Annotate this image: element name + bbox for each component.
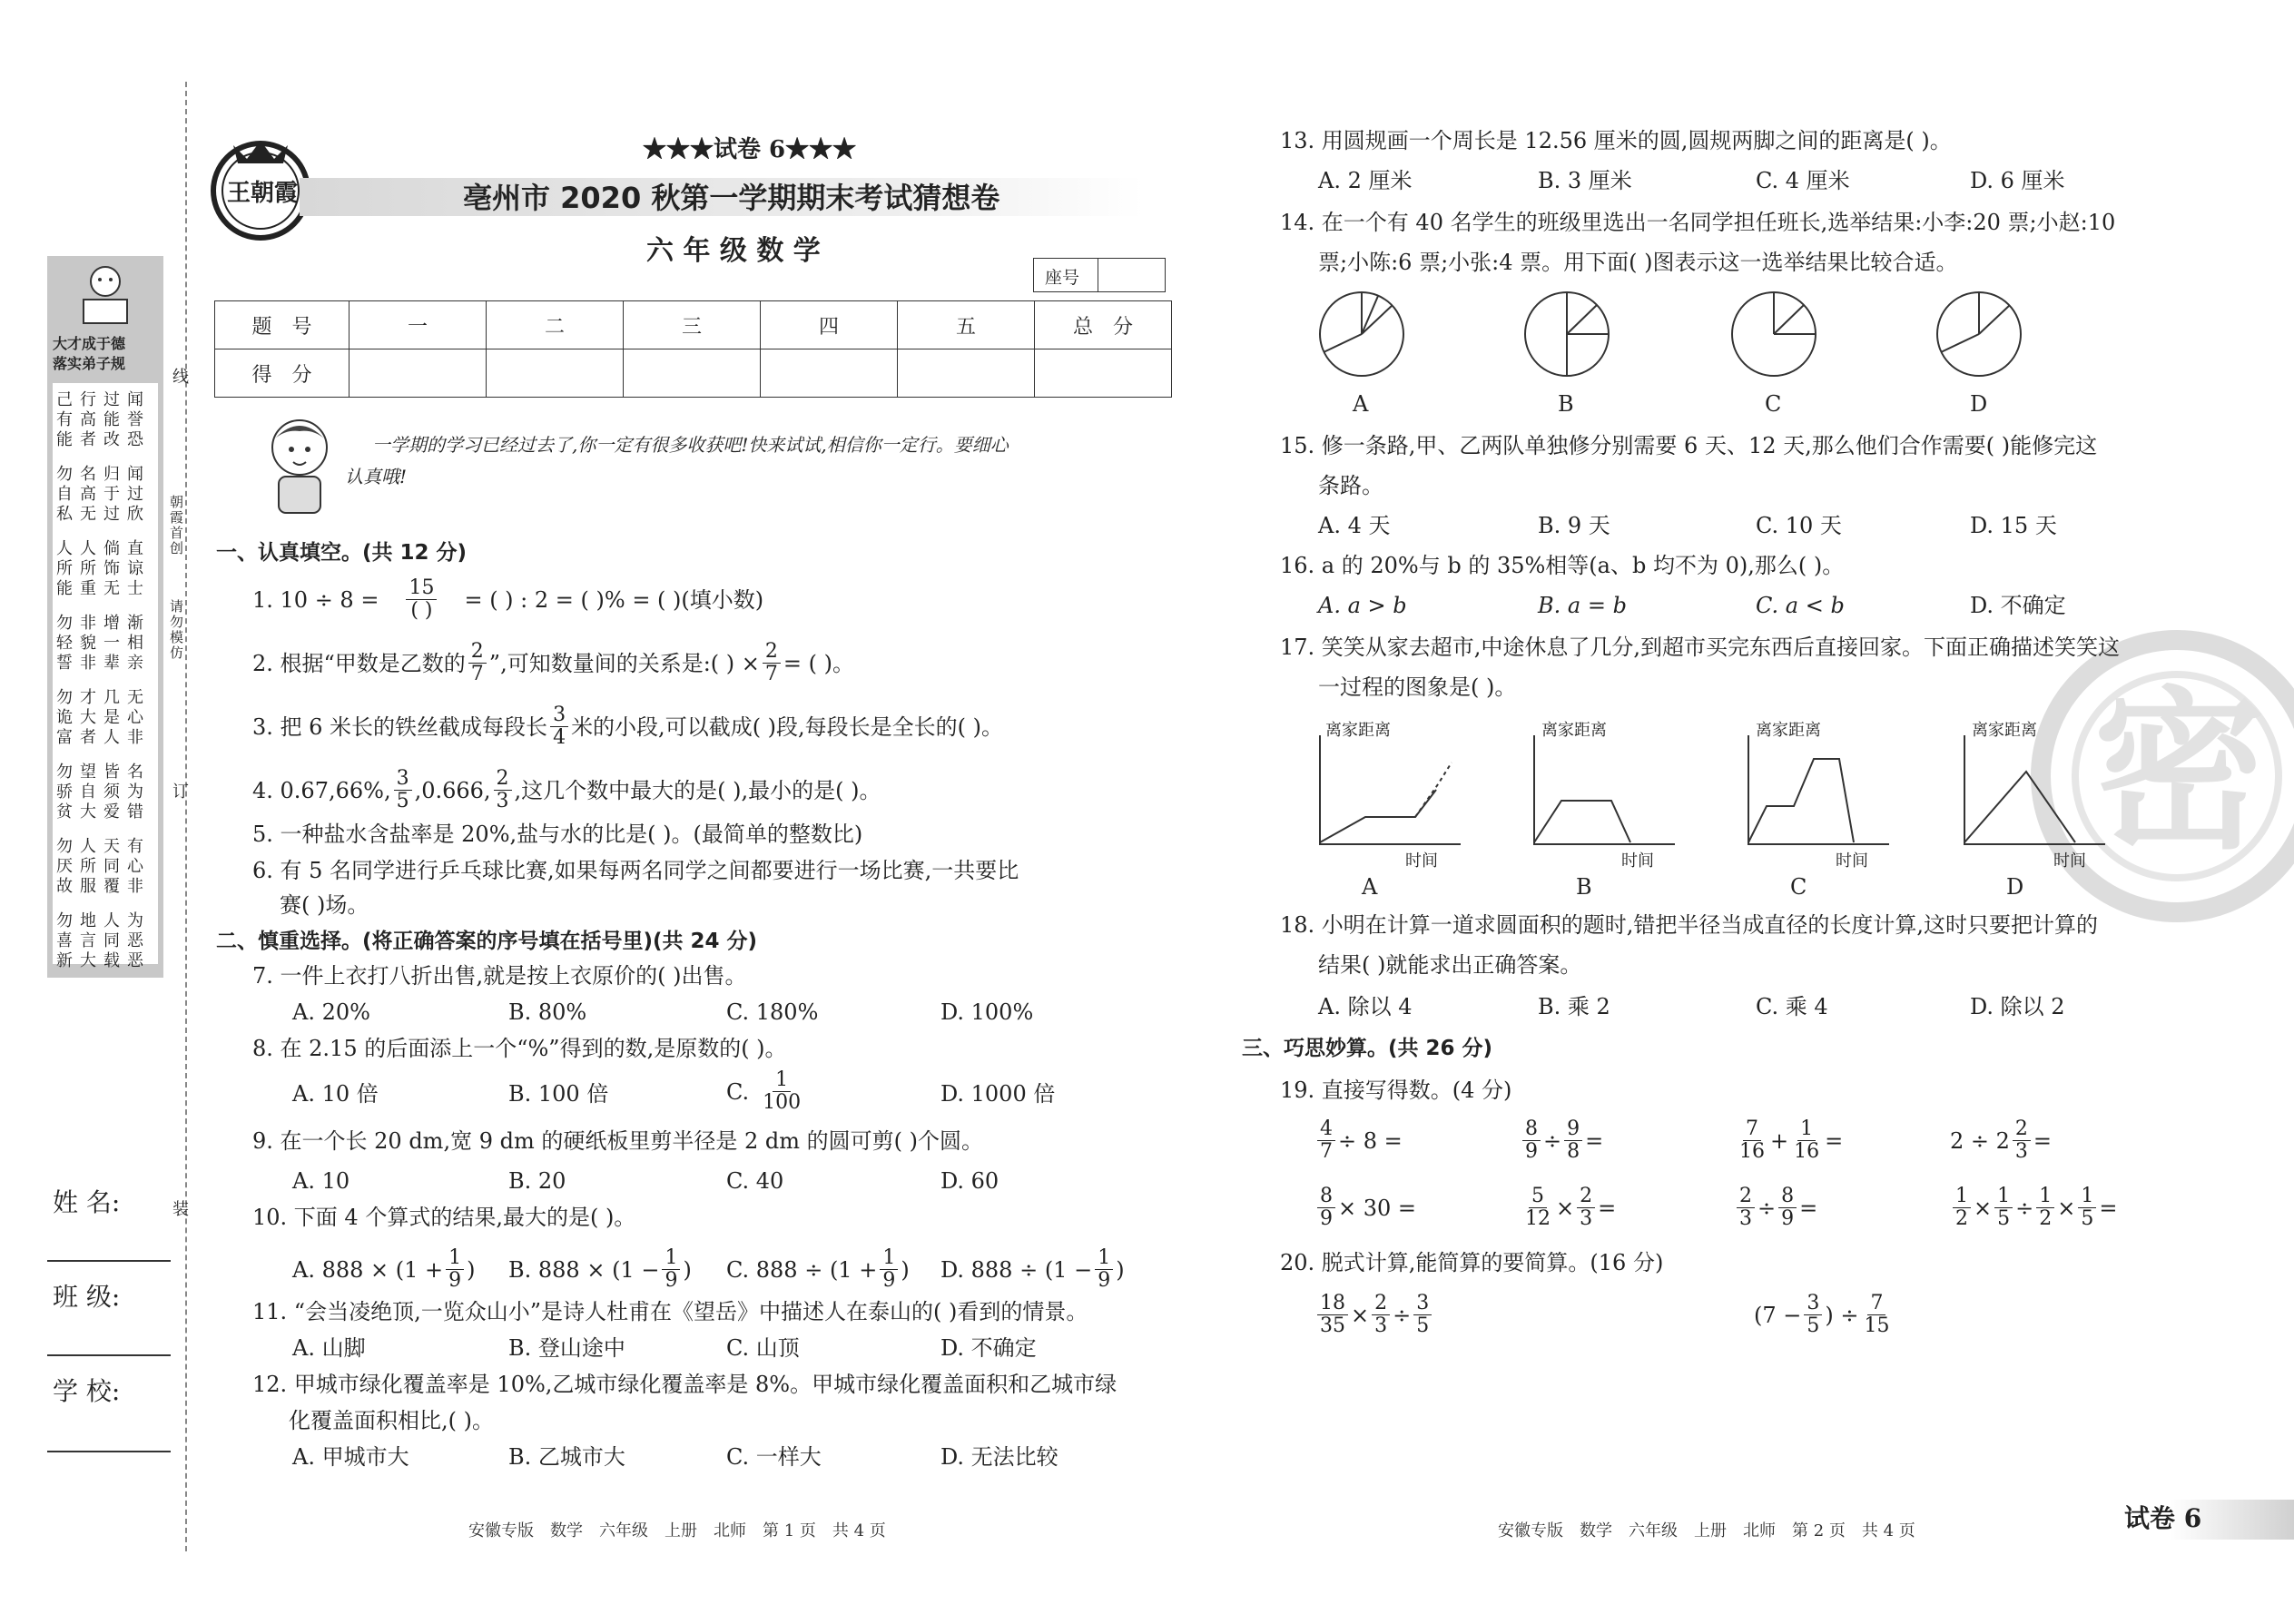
binding-line [185,82,187,1551]
q10-option-b[interactable] [508,1247,692,1292]
q2-end: = ( )。 [783,650,854,676]
q10-d-text: D. 888 ÷ (1 − [940,1256,1093,1283]
boy-cartoon [259,413,340,517]
q9-option-b[interactable]: B. 20 [508,1168,566,1194]
score-cell: 四 [761,301,898,349]
q17-stem-2: 一过程的图象是( )。 [1318,674,1517,700]
q12-option-a[interactable]: A. 甲城市大 [292,1444,409,1470]
graph-b[interactable] [1525,726,1679,853]
pie-label-d: D [1970,391,1988,417]
pie-c-line [1774,305,1804,334]
intro-line-2: 认真哦! [345,466,408,487]
score-input[interactable] [761,349,898,398]
footer-tag: 试卷 6 [2124,1503,2202,1533]
q13-option-b[interactable]: B. 3 厘米 [1538,168,1632,193]
graph-label-c: C [1790,874,1807,900]
q8-c-den: 100 [763,1091,802,1114]
q10-c-num: 1 [880,1247,898,1270]
q10-a-close: ) [467,1256,476,1283]
q12-stem-2: 化覆盖面积相比,( )。 [289,1408,494,1433]
graph-a-path [1320,790,1436,842]
q10-a-text: A. 888 × (1 + [292,1256,444,1283]
motto-block-7: 勿人天有厌所同心故服覆非 [56,837,151,896]
q9-option-a[interactable]: A. 10 [292,1168,350,1194]
q2-den2: 7 [764,663,778,685]
graph-b-ylabel: 离家距离 [1541,721,1607,740]
graph-b-path [1534,801,1630,842]
pie-b-line [1567,305,1597,334]
q19-expr-4: 2 ÷ 2 $\frac{2}{3}$ = [1950,1117,2053,1163]
q15-option-b[interactable]: B. 9 天 [1538,513,1610,538]
q4 [252,768,881,812]
name-label: 姓 名: [53,1187,121,1217]
section3-title: 三、巧思妙算。(共 26 分) [1242,1037,1493,1060]
q10-d-frac [1095,1247,1113,1292]
graph-c-axes [1748,735,1889,844]
q10-b-frac [662,1247,680,1292]
pie-chart-a[interactable] [1316,289,1407,379]
q13-option-a[interactable]: A. 2 厘米 [1318,168,1413,193]
q1-num: 15 [406,577,437,600]
side-label-copy: 请勿模仿 [168,599,184,661]
q13-stem: 13. 用圆规画一个周长是 12.56 厘米的圆,圆规两脚之间的距离是( )。 [1280,128,1952,153]
graph-d-xlabel: 时间 [2053,851,2086,871]
q4-num: 3 [394,768,412,791]
side-label-line: 线 [170,368,189,386]
q20-frac: $\frac{7}{15}$ [1864,1292,1890,1337]
motto-block-5: 勿才几无诡大是心富者人非 [56,688,151,747]
q4-end: ,这几个数中最大的是( ),最小的是( )。 [514,777,881,803]
q10-a-frac [446,1247,464,1292]
q19-expr-3: $\frac{7}{16}$ + $\frac{1}{16}$ = [1734,1118,1843,1163]
q8-c-num: 1 [773,1069,791,1092]
q17-stem-1: 17. 笑笑从家去超市,中途休息了几分,到超市买完东西后直接回家。下面正确描述笑笑这 [1280,635,2121,660]
q2-text: 2. 根据“甲数是乙数的 [252,650,466,676]
graph-label-b: B [1576,874,1592,900]
score-cell: 五 [898,301,1035,349]
motto-block-6: 勿望皆名骄自须为贫大爱错 [56,763,151,822]
motto-block-3: 人人倘直所所饰谅能重无士 [56,539,151,598]
q20-frac: $\frac{3}{5}$ [1804,1293,1822,1337]
q9-option-d[interactable]: D. 60 [940,1168,999,1194]
q20-expr-1: $\frac{18}{35}$ × $\frac{2}{3}$ ÷ $\frac{3}{5}$ [1314,1293,1434,1337]
q3 [252,704,1003,749]
score-cell: 总 分 [1035,301,1172,349]
q11-option-b[interactable]: B. 登山途中 [508,1335,625,1361]
q11-option-c[interactable]: C. 山顶 [726,1335,800,1361]
graph-d-path [1964,772,2075,842]
q16-stem: 16. a 的 20%与 b 的 35%相等(a、b 均不为 0),那么( )。 [1280,553,1845,578]
q19-frac: $\frac{1}{2}$ [1953,1186,1971,1230]
pie-label-c: C [1765,391,1782,417]
graph-label-a: A [1362,874,1378,900]
side-label-brand: 朝霞首创 [168,495,184,556]
score-input[interactable] [898,349,1035,398]
q19-stem: 19. 直接写得数。(4 分) [1280,1078,1512,1103]
pie-a-line [1362,296,1378,334]
q19-expr-6: $\frac{5}{12}$ × $\frac{2}{3}$ = [1520,1186,1616,1230]
q7-stem: 7. 一件上衣打八折出售,就是按上衣原价的( )出售。 [252,963,747,989]
score-header-row [215,301,1172,349]
q3-fraction [550,704,568,749]
q10-option-a[interactable] [292,1247,476,1292]
q4-mid: ,0.666, [414,777,491,803]
q19-frac: $\frac{5}{12}$ [1525,1185,1551,1230]
motto-block-4: 勿非增渐轻貌一相誓非辈亲 [56,614,151,673]
q8-option-d[interactable]: D. 1000 倍 [940,1081,1056,1107]
section2-title: 二、慎重选择。(将正确答案的序号填在括号里)(共 24 分) [216,930,758,953]
q3-rest: 米的小段,可以截成( )段,每段长是全长的( )。 [571,714,1004,740]
q11-stem: 11. “会当凌绝顶,一览众山小”是诗人杜甫在《望岳》中描述人在泰山的( )看到的情景。 [252,1299,1088,1324]
motto-block-8: 勿地人为喜言同恶新大载恶 [56,911,151,970]
q7-option-a[interactable]: A. 20% [292,999,370,1025]
q18-option-c[interactable]: C. 乘 4 [1756,994,1828,1019]
intro-line-1: 一学期的学习已经过去了,你一定有很多收获吧!快来试试,相信你一定行。要细心 [372,434,1009,456]
q19-frac: $\frac{8}{9}$ [1317,1186,1335,1230]
q14-stem-2: 票;小陈:6 票;小张:4 票。用下面( )图表示这一选举结果比较合适。 [1318,250,1958,275]
graph-a-dotted [1415,763,1452,817]
q10-c-den: 9 [882,1269,896,1292]
pie-a-line [1362,305,1393,334]
q19-frac: $\frac{1}{2}$ [2036,1186,2054,1230]
q12-option-c[interactable]: C. 一样大 [726,1444,822,1470]
seat-box [1033,258,1166,292]
q2-mid: ”,可知数量间的关系是:( ) × [488,650,760,676]
q19-frac: $\frac{8}{9}$ [1522,1118,1541,1163]
graph-a-axes [1320,735,1461,844]
q7-option-c[interactable]: C. 180% [726,999,819,1025]
subject-title: 六 年 级 数 学 [646,235,821,267]
score-cell: 二 [487,301,624,349]
q8-option-b[interactable]: B. 100 倍 [508,1081,609,1107]
q1-den: ( ) [410,599,433,622]
q4-text: 4. 0.67,66%, [252,777,391,803]
q19-frac: $\frac{9}{8}$ [1564,1118,1582,1163]
graph-c-ylabel: 离家距离 [1756,721,1821,740]
pie-label-b: B [1558,391,1574,417]
score-input[interactable] [624,349,761,398]
q10-b-num: 1 [662,1247,680,1270]
q19-expr-2: $\frac{8}{9}$ ÷ $\frac{9}{8}$ = [1520,1118,1603,1163]
q8-stem: 8. 在 2.15 的后面添上一个“%”得到的数,是原数的( )。 [252,1036,787,1061]
logo-text: 王朝霞 [227,180,299,207]
q18-option-b[interactable]: B. 乘 2 [1538,994,1610,1019]
q4-fraction-2 [494,768,512,812]
pie-a-line [1324,334,1362,352]
graph-a-xlabel: 时间 [1405,851,1438,871]
q19-expr-1: $\frac{4}{7}$ ÷ 8 = [1314,1118,1403,1163]
q10-c-frac [880,1247,898,1292]
q10-stem: 10. 下面 4 个算式的结果,最大的是( )。 [252,1205,636,1230]
q11-option-a[interactable]: A. 山脚 [292,1335,366,1361]
stamp-text: 密 [2093,672,2267,872]
q16-option-d[interactable]: D. 不确定 [1970,593,2066,618]
q10-b-den: 9 [665,1269,678,1292]
q6-line-2: 赛( )场。 [280,892,369,918]
q19-frac: $\frac{2}{3}$ [1737,1186,1755,1230]
class-label: 班 级: [53,1282,121,1312]
pie-chart-b[interactable] [1521,289,1612,379]
q15-option-c[interactable]: C. 10 天 [1756,513,1842,538]
score-input[interactable] [487,349,624,398]
q10-option-c[interactable] [726,1247,910,1292]
q5: 5. 一种盐水含盐率是 20%,盐与水的比是( )。(最简单的整数比) [252,822,863,847]
graph-c-xlabel: 时间 [1836,851,1868,871]
pie-chart-c[interactable] [1728,289,1819,379]
q10-option-d[interactable] [940,1247,1125,1292]
score-value-row [215,349,1172,398]
graph-label-d: D [2006,874,2024,900]
graph-b-axes [1534,735,1675,844]
q1-text: 1. 10 ÷ 8 = [252,586,379,613]
pie-d-line [1979,305,2010,334]
q18-stem-1: 18. 小明在计算一道求圆面积的题时,错把半径当成直径的长度计算,这时只要把计算的 [1280,912,2099,938]
q1-rest: = ( ) : 2 = ( )% = ( )(填小数) [464,586,764,613]
q3-text: 3. 把 6 米长的铁丝截成每段长 [252,714,548,740]
pie-d-line [1941,334,1979,352]
q2-num: 2 [468,641,487,664]
q12-option-d[interactable]: D. 无法比较 [940,1444,1058,1470]
q20-frac: $\frac{18}{35}$ [1317,1293,1348,1337]
q10-a-den: 9 [448,1269,462,1292]
score-input[interactable] [350,349,487,398]
side-label-seal: 装 [170,1200,189,1218]
school-field[interactable] [47,1451,171,1452]
graph-b-xlabel: 时间 [1621,851,1654,871]
q8-c-fraction [760,1069,803,1114]
q6-line-1: 6. 有 5 名同学进行乒乓球比赛,如果每两名同学之间都要进行一场比赛,一共要比 [252,858,1019,883]
q10-d-close: ) [1116,1256,1125,1283]
school-label: 学 校: [53,1376,121,1406]
q15-option-a[interactable]: A. 4 天 [1318,513,1391,538]
q7-option-b[interactable]: B. 80% [508,999,587,1025]
graph-d-ylabel: 离家距离 [1972,721,2037,740]
exam-number: ★★★试卷 6★★★ [643,136,857,163]
name-field[interactable] [47,1260,171,1262]
q2-num2: 2 [763,641,781,664]
q10-c-close: ) [901,1256,910,1283]
motto-block-2: 勿名归闻自高于过私无过欣 [56,465,151,524]
q9-option-c[interactable]: C. 40 [726,1168,784,1194]
q19-frac: $\frac{1}{5}$ [2078,1186,2096,1230]
q10-c-text: C. 888 ÷ (1 + [726,1256,878,1283]
q19-frac: $\frac{1}{5}$ [1994,1186,2013,1230]
q16-option-a[interactable]: A. a > b [1318,593,1407,618]
q16-option-c[interactable]: C. a < b [1756,593,1845,618]
score-input[interactable] [1035,349,1172,398]
q18-option-d[interactable]: D. 除以 2 [1970,994,2065,1019]
q10-a-num: 1 [446,1247,464,1270]
q20-frac: $\frac{3}{5}$ [1413,1293,1432,1337]
q19-frac: $\frac{4}{7}$ [1317,1118,1335,1163]
q8-option-a[interactable]: A. 10 倍 [292,1081,379,1107]
score-cell: 题 号 [215,301,350,349]
q15-stem-2: 条路。 [1318,473,1383,498]
q20-frac: $\frac{2}{3}$ [1372,1293,1390,1337]
exam-title: 亳州市 2020 秋第一学期期末考试猜想卷 [463,181,1000,215]
q7-option-d[interactable]: D. 100% [940,999,1034,1025]
q10-b-text: B. 888 × (1 − [508,1256,660,1283]
q4-den2: 3 [496,790,509,812]
q15-stem-1: 15. 修一条路,甲、乙两队单独修分别需要 6 天、12 天,那么他们合作需要( )能修完这 [1280,433,2098,458]
q4-num2: 2 [494,768,512,791]
q4-den: 5 [396,790,409,812]
q10-b-close: ) [683,1256,692,1283]
seat-label: 座号 [1045,268,1080,288]
q10-d-den: 9 [1098,1269,1111,1292]
q14-stem-1: 14. 在一个有 40 名学生的班级里选出一名同学担任班长,选举结果:小李:20 票;小赵:10 [1280,210,2116,235]
q19-frac: $\frac{2}{3}$ [2013,1118,2031,1163]
q8-option-c[interactable] [726,1069,806,1114]
q19-frac: $\frac{7}{16}$ [1739,1117,1765,1163]
q1-fraction [381,577,461,622]
graph-c-path [1748,759,1854,842]
q9-stem: 9. 在一个长 20 dm,宽 9 dm 的硬纸板里剪半径是 2 dm 的圆可剪( )个圆。 [252,1128,983,1154]
q19-frac: $\frac{2}{3}$ [1577,1186,1595,1230]
q11-option-d[interactable]: D. 不确定 [940,1335,1037,1361]
q2 [252,641,854,685]
graph-a-ylabel: 离家距离 [1325,721,1391,740]
q20-expr-2: (7 − $\frac{3}{5}$ ) ÷ $\frac{7}{15}$ [1754,1293,1895,1337]
q2-den: 7 [470,663,484,685]
graph-d-axes [1964,735,2105,844]
q18-stem-2: 结果( )就能求出正确答案。 [1318,952,1582,978]
score-cell: 得 分 [215,349,350,398]
q10-d-num: 1 [1095,1247,1113,1270]
q20-stem: 20. 脱式计算,能简算的要简算。(16 分) [1280,1250,1664,1275]
q1 [252,577,763,622]
q19-frac: $\frac{8}{9}$ [1778,1186,1797,1230]
q2-fraction [468,641,487,685]
score-cell: 一 [350,301,487,349]
graph-a[interactable] [1311,726,1465,853]
q16-option-b[interactable]: B. a = b [1538,593,1627,618]
class-field[interactable] [47,1354,171,1356]
pie-label-a: A [1353,391,1369,417]
footer-right: 安徽专版 数学 六年级 上册 北师 第 2 页 共 4 页 [1498,1521,1915,1540]
q19-expr-5: $\frac{8}{9}$ × 30 = [1314,1186,1416,1230]
motto-line-1: 大才成于德 [53,335,126,352]
footer-left: 安徽专版 数学 六年级 上册 北师 第 1 页 共 4 页 [468,1521,886,1540]
q12-option-b[interactable]: B. 乙城市大 [508,1444,625,1470]
motto-block-1: 己行过闻有高能誉能者改恐 [56,390,151,449]
score-cell: 三 [624,301,761,349]
q3-num: 3 [550,704,568,727]
q19-frac: $\frac{1}{16}$ [1794,1117,1820,1163]
section1-title: 一、认真填空。(共 12 分) [216,541,468,565]
pie-chart-d[interactable] [1934,289,2024,379]
q13-option-c[interactable]: C. 4 厘米 [1756,168,1850,193]
side-label-bind: 订 [170,782,189,801]
q8-c-label: C. [726,1078,750,1105]
graph-d[interactable] [1955,726,2110,853]
q12-stem-1: 12. 甲城市绿化覆盖率是 10%,乙城市绿化覆盖率是 8%。甲城市绿化覆盖面积和乙城市绿 [252,1372,1117,1397]
q13-option-d[interactable]: D. 6 厘米 [1970,168,2065,193]
q19-expr-7: $\frac{2}{3}$ ÷ $\frac{8}{9}$ = [1734,1186,1817,1230]
score-table [214,300,1172,398]
q19-expr-8: $\frac{1}{2}$ × $\frac{1}{5}$ ÷ $\frac{1}{2}$ × $\frac{1}{5}$ = [1950,1186,2117,1230]
q4-fraction [394,768,412,812]
scholar-avatar [74,263,136,327]
q2-fraction-2 [763,641,781,685]
q3-den: 4 [553,726,566,749]
motto-line-2: 落实弟子规 [53,355,126,372]
q15-option-d[interactable]: D. 15 天 [1970,513,2057,538]
graph-c[interactable] [1739,726,1894,853]
q18-option-a[interactable]: A. 除以 4 [1318,994,1413,1019]
